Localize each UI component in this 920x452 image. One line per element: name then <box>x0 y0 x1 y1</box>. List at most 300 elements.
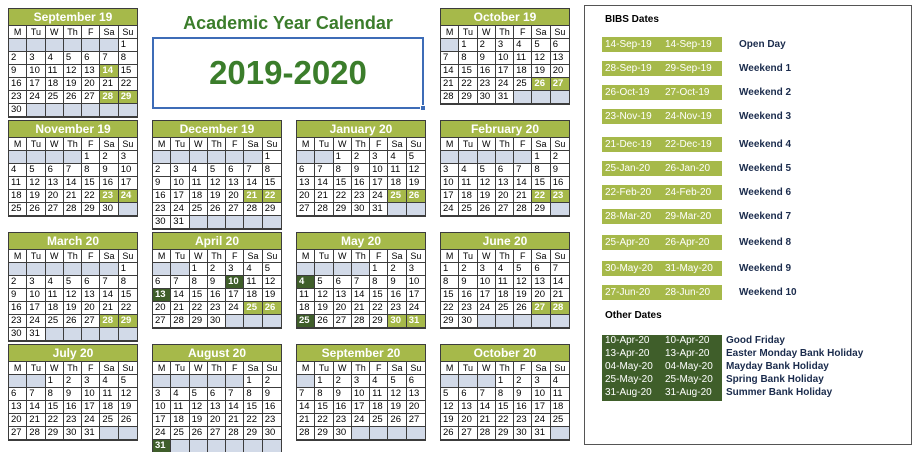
day-cell: 17 <box>153 414 171 427</box>
empty-day-cell <box>119 104 137 117</box>
empty-day-cell <box>297 263 315 276</box>
year-textbox[interactable] <box>152 37 424 109</box>
day-cell: 6 <box>407 375 425 388</box>
day-cell: 4 <box>9 164 27 177</box>
empty-day-cell <box>9 263 27 276</box>
day-cell: 12 <box>27 177 45 190</box>
day-cell: 20 <box>208 414 226 427</box>
day-cell: 9 <box>9 289 27 302</box>
weekday-header: W <box>46 138 64 151</box>
day-cell: 9 <box>334 388 352 401</box>
start-date: 14-Sep-19 <box>602 37 662 52</box>
day-cell: 13 <box>208 401 226 414</box>
day-cell: 11 <box>9 177 27 190</box>
day-cell: 14 <box>352 289 370 302</box>
weekday-header: Tu <box>171 250 189 263</box>
day-cell: 26 <box>478 203 496 216</box>
empty-day-cell <box>171 440 189 452</box>
day-cell: 17 <box>119 177 137 190</box>
day-cell: 19 <box>532 65 550 78</box>
day-cell: 1 <box>441 263 459 276</box>
weekday-header: W <box>478 250 496 263</box>
event-label: Weekend 3 <box>739 111 792 122</box>
other-date-row <box>602 386 902 399</box>
empty-day-cell <box>244 216 262 229</box>
weekday-header: W <box>190 138 208 151</box>
day-cell: 31 <box>27 328 45 341</box>
bibs-date-row <box>602 235 902 250</box>
empty-day-cell <box>190 151 208 164</box>
day-cell: 1 <box>46 375 64 388</box>
day-cell: 29 <box>334 203 352 216</box>
weekday-header: Su <box>407 250 425 263</box>
holiday-label: Easter Monday Bank Holiday <box>726 348 864 359</box>
day-cell: 17 <box>407 289 425 302</box>
day-cell: 3 <box>407 263 425 276</box>
day-cell: 29 <box>263 203 281 216</box>
day-cell: 23 <box>514 414 532 427</box>
day-cell: 10 <box>82 388 100 401</box>
day-cell: 5 <box>27 164 45 177</box>
empty-day-cell <box>407 427 425 440</box>
weekday-header: Tu <box>459 250 477 263</box>
day-cell: 24 <box>226 302 244 315</box>
weekday-header: Th <box>496 26 514 39</box>
day-cell: 12 <box>532 52 550 65</box>
start-date: 04-May-20 <box>605 361 653 372</box>
day-cell: 6 <box>334 276 352 289</box>
weekday-header: Tu <box>27 362 45 375</box>
day-cell: 4 <box>496 263 514 276</box>
day-cell: 28 <box>297 427 315 440</box>
day-cell: 2 <box>478 39 496 52</box>
end-date: 29-Sep-19 <box>662 61 722 76</box>
day-cell: 9 <box>153 177 171 190</box>
empty-day-cell <box>64 39 82 52</box>
day-cell: 16 <box>64 401 82 414</box>
month-title: October 19 <box>441 9 569 26</box>
day-cell: 7 <box>478 388 496 401</box>
event-label: Weekend 5 <box>739 163 792 174</box>
holiday-label: Spring Bank Holiday <box>726 374 824 385</box>
month-calendar <box>440 232 570 329</box>
day-cell: 15 <box>334 177 352 190</box>
bibs-heading: BIBS Dates <box>605 14 659 25</box>
day-cell: 28 <box>478 427 496 440</box>
empty-day-cell <box>551 427 569 440</box>
day-cell: 16 <box>388 289 406 302</box>
day-cell: 24 <box>82 414 100 427</box>
day-cell: 22 <box>496 414 514 427</box>
day-cell: 23 <box>388 302 406 315</box>
day-cell: 27 <box>226 203 244 216</box>
day-cell: 24 <box>171 203 189 216</box>
day-cell: 3 <box>82 375 100 388</box>
empty-day-cell <box>441 151 459 164</box>
day-cell: 8 <box>82 164 100 177</box>
day-cell: 5 <box>315 276 333 289</box>
end-date: 10-Apr-20 <box>665 335 710 346</box>
weekday-header: M <box>9 138 27 151</box>
day-cell: 11 <box>46 65 64 78</box>
weekday-header: Sa <box>244 250 262 263</box>
day-cell: 20 <box>551 65 569 78</box>
day-cell: 4 <box>297 276 315 289</box>
empty-day-cell <box>244 440 262 452</box>
weekday-header: Th <box>64 26 82 39</box>
empty-day-cell <box>171 151 189 164</box>
day-cell: 28 <box>441 91 459 104</box>
day-cell: 21 <box>551 289 569 302</box>
day-cell: 12 <box>407 164 425 177</box>
day-cell: 4 <box>459 164 477 177</box>
empty-day-cell <box>244 315 262 328</box>
day-cell: 15 <box>315 401 333 414</box>
day-cell: 10 <box>153 401 171 414</box>
empty-day-cell <box>82 263 100 276</box>
day-cell: 12 <box>514 276 532 289</box>
day-cell: 12 <box>315 289 333 302</box>
end-date: 28-Jun-20 <box>662 285 722 300</box>
day-cell: 23 <box>9 315 27 328</box>
day-cell: 26 <box>514 302 532 315</box>
end-date: 31-May-20 <box>662 261 722 276</box>
day-cell: 9 <box>478 52 496 65</box>
day-cell: 27 <box>208 427 226 440</box>
day-cell: 27 <box>496 203 514 216</box>
weekday-header: Su <box>263 362 281 375</box>
day-cell: 4 <box>244 263 262 276</box>
day-cell: 18 <box>46 78 64 91</box>
day-cell: 13 <box>153 289 171 302</box>
day-cell: 21 <box>27 414 45 427</box>
day-cell: 22 <box>459 78 477 91</box>
empty-day-cell <box>119 203 137 216</box>
empty-day-cell <box>153 375 171 388</box>
day-cell: 2 <box>551 151 569 164</box>
day-cell: 8 <box>263 164 281 177</box>
empty-day-cell <box>171 263 189 276</box>
day-cell: 5 <box>478 164 496 177</box>
day-cell: 8 <box>496 388 514 401</box>
day-cell: 17 <box>532 401 550 414</box>
day-cell: 15 <box>82 177 100 190</box>
day-cell: 24 <box>153 427 171 440</box>
day-cell: 1 <box>496 375 514 388</box>
day-cell: 5 <box>119 375 137 388</box>
day-cell: 4 <box>46 52 64 65</box>
day-cell: 2 <box>514 375 532 388</box>
day-cell: 15 <box>459 65 477 78</box>
day-cell: 28 <box>551 302 569 315</box>
day-cell: 5 <box>208 164 226 177</box>
day-cell: 29 <box>441 315 459 328</box>
day-cell: 23 <box>208 302 226 315</box>
start-date: 25-May-20 <box>605 374 653 385</box>
day-cell: 24 <box>27 91 45 104</box>
start-date: 10-Apr-20 <box>605 335 650 346</box>
empty-day-cell <box>208 440 226 452</box>
month-title: April 20 <box>153 233 281 250</box>
empty-day-cell <box>208 375 226 388</box>
day-cell: 25 <box>100 414 118 427</box>
day-cell: 18 <box>370 401 388 414</box>
day-cell: 24 <box>407 302 425 315</box>
start-date: 28-Sep-19 <box>602 61 662 76</box>
empty-day-cell <box>514 315 532 328</box>
day-cell: 11 <box>459 177 477 190</box>
day-cell: 23 <box>478 78 496 91</box>
day-cell: 17 <box>27 302 45 315</box>
day-cell: 12 <box>441 401 459 414</box>
empty-day-cell <box>82 39 100 52</box>
day-cell: 1 <box>244 375 262 388</box>
day-cell: 17 <box>27 78 45 91</box>
empty-day-cell <box>334 263 352 276</box>
day-cell: 1 <box>190 263 208 276</box>
day-cell: 25 <box>46 315 64 328</box>
day-cell: 24 <box>370 190 388 203</box>
day-cell: 21 <box>315 190 333 203</box>
day-cell: 27 <box>297 203 315 216</box>
weekday-header: Su <box>119 26 137 39</box>
day-cell: 26 <box>208 203 226 216</box>
weekday-header: Tu <box>459 362 477 375</box>
day-cell: 30 <box>9 104 27 117</box>
day-cell: 19 <box>64 78 82 91</box>
empty-day-cell <box>226 375 244 388</box>
month-calendar <box>440 344 570 441</box>
event-label: Weekend 8 <box>739 237 792 248</box>
weekday-header: F <box>82 138 100 151</box>
day-cell: 15 <box>119 289 137 302</box>
day-cell: 24 <box>119 190 137 203</box>
day-cell: 4 <box>514 39 532 52</box>
day-cell: 2 <box>153 164 171 177</box>
day-cell: 25 <box>496 302 514 315</box>
day-cell: 13 <box>82 65 100 78</box>
day-cell: 25 <box>370 414 388 427</box>
empty-day-cell <box>441 39 459 52</box>
day-cell: 10 <box>119 164 137 177</box>
day-cell: 14 <box>100 289 118 302</box>
weekday-header: Th <box>64 362 82 375</box>
month-calendar <box>296 232 426 329</box>
empty-day-cell <box>208 151 226 164</box>
day-cell: 12 <box>478 177 496 190</box>
day-cell: 25 <box>459 203 477 216</box>
day-cell: 14 <box>100 65 118 78</box>
month-title: October 20 <box>441 345 569 362</box>
day-cell: 28 <box>244 203 262 216</box>
month-title: June 20 <box>441 233 569 250</box>
day-cell: 4 <box>551 375 569 388</box>
weekday-header: Tu <box>27 26 45 39</box>
day-cell: 16 <box>514 401 532 414</box>
weekday-header: Su <box>119 138 137 151</box>
resize-handle-icon[interactable] <box>420 105 426 111</box>
day-cell: 6 <box>551 39 569 52</box>
bibs-date-row <box>602 137 902 152</box>
weekday-header: Su <box>263 138 281 151</box>
day-cell: 25 <box>9 203 27 216</box>
weekday-header: Su <box>551 362 569 375</box>
day-cell: 7 <box>244 164 262 177</box>
start-date: 26-Oct-19 <box>602 85 662 100</box>
day-cell: 22 <box>82 190 100 203</box>
day-cell: 20 <box>532 289 550 302</box>
day-cell: 15 <box>190 289 208 302</box>
other-date-row <box>602 373 902 386</box>
day-cell: 5 <box>64 52 82 65</box>
day-cell: 5 <box>532 39 550 52</box>
empty-day-cell <box>263 315 281 328</box>
day-cell: 29 <box>119 315 137 328</box>
empty-day-cell <box>153 151 171 164</box>
weekday-header: M <box>441 26 459 39</box>
empty-day-cell <box>244 151 262 164</box>
day-cell: 31 <box>171 216 189 229</box>
empty-day-cell <box>46 263 64 276</box>
day-cell: 25 <box>551 414 569 427</box>
month-calendar <box>152 120 282 230</box>
day-cell: 23 <box>263 414 281 427</box>
day-cell: 27 <box>407 414 425 427</box>
empty-day-cell <box>9 39 27 52</box>
day-cell: 24 <box>532 414 550 427</box>
month-calendar <box>296 120 426 217</box>
day-cell: 17 <box>171 190 189 203</box>
empty-day-cell <box>551 91 569 104</box>
month-calendar <box>440 8 570 105</box>
weekday-header: Tu <box>315 250 333 263</box>
day-cell: 25 <box>46 91 64 104</box>
start-date: 25-Apr-20 <box>602 235 662 250</box>
day-cell: 21 <box>352 302 370 315</box>
end-date: 22-Dec-19 <box>662 137 722 152</box>
day-cell: 2 <box>100 151 118 164</box>
day-cell: 29 <box>82 203 100 216</box>
day-cell: 5 <box>441 388 459 401</box>
empty-day-cell <box>82 328 100 341</box>
day-cell: 11 <box>100 388 118 401</box>
weekday-header: W <box>334 362 352 375</box>
day-cell: 8 <box>334 164 352 177</box>
day-cell: 23 <box>100 190 118 203</box>
month-calendar <box>8 344 138 441</box>
day-cell: 29 <box>244 427 262 440</box>
day-cell: 25 <box>388 190 406 203</box>
day-cell: 17 <box>226 289 244 302</box>
holiday-label: Good Friday <box>726 335 785 346</box>
empty-day-cell <box>478 315 496 328</box>
weekday-header: F <box>370 138 388 151</box>
month-title: September 20 <box>297 345 425 362</box>
day-cell: 2 <box>263 375 281 388</box>
empty-day-cell <box>459 151 477 164</box>
day-cell: 27 <box>82 315 100 328</box>
day-cell: 30 <box>9 328 27 341</box>
day-cell: 16 <box>9 78 27 91</box>
bibs-date-row <box>602 285 902 300</box>
day-cell: 19 <box>119 401 137 414</box>
day-cell: 7 <box>551 263 569 276</box>
weekday-header: F <box>226 138 244 151</box>
day-cell: 11 <box>171 401 189 414</box>
day-cell: 27 <box>459 427 477 440</box>
day-cell: 30 <box>459 315 477 328</box>
day-cell: 23 <box>153 203 171 216</box>
day-cell: 22 <box>334 190 352 203</box>
weekday-header: Tu <box>315 362 333 375</box>
weekday-header: Th <box>208 138 226 151</box>
day-cell: 11 <box>46 289 64 302</box>
day-cell: 21 <box>226 414 244 427</box>
day-cell: 11 <box>190 177 208 190</box>
month-calendar <box>8 232 138 342</box>
day-cell: 26 <box>263 302 281 315</box>
day-cell: 21 <box>297 414 315 427</box>
day-cell: 3 <box>119 151 137 164</box>
weekday-header: Sa <box>388 138 406 151</box>
day-cell: 6 <box>46 164 64 177</box>
day-cell: 9 <box>208 276 226 289</box>
empty-day-cell <box>478 151 496 164</box>
other-date-row <box>602 360 902 373</box>
empty-day-cell <box>226 151 244 164</box>
weekday-header: W <box>46 26 64 39</box>
bibs-date-row <box>602 209 902 224</box>
day-cell: 26 <box>27 203 45 216</box>
day-cell: 23 <box>334 414 352 427</box>
day-cell: 10 <box>370 164 388 177</box>
weekday-header: F <box>82 250 100 263</box>
end-date: 27-Oct-19 <box>662 85 722 100</box>
weekday-header: Su <box>407 362 425 375</box>
day-cell: 7 <box>64 164 82 177</box>
weekday-header: F <box>82 26 100 39</box>
day-cell: 30 <box>478 91 496 104</box>
empty-day-cell <box>226 216 244 229</box>
weekday-header: Th <box>352 138 370 151</box>
day-cell: 3 <box>27 52 45 65</box>
day-cell: 12 <box>64 289 82 302</box>
day-cell: 30 <box>388 315 406 328</box>
empty-day-cell <box>27 151 45 164</box>
weekday-header: Th <box>64 138 82 151</box>
weekday-header: Tu <box>171 138 189 151</box>
day-cell: 25 <box>171 427 189 440</box>
weekday-header: W <box>478 138 496 151</box>
day-cell: 3 <box>352 375 370 388</box>
day-cell: 30 <box>352 203 370 216</box>
day-cell: 19 <box>208 190 226 203</box>
weekday-header: Tu <box>27 250 45 263</box>
day-cell: 9 <box>459 276 477 289</box>
month-title: February 20 <box>441 121 569 138</box>
day-cell: 30 <box>100 203 118 216</box>
day-cell: 17 <box>82 401 100 414</box>
weekday-header: Sa <box>532 26 550 39</box>
day-cell: 26 <box>388 414 406 427</box>
day-cell: 31 <box>496 91 514 104</box>
day-cell: 4 <box>100 375 118 388</box>
day-cell: 8 <box>459 52 477 65</box>
empty-day-cell <box>532 315 550 328</box>
day-cell: 26 <box>190 427 208 440</box>
day-cell: 16 <box>9 302 27 315</box>
weekday-header: W <box>334 250 352 263</box>
